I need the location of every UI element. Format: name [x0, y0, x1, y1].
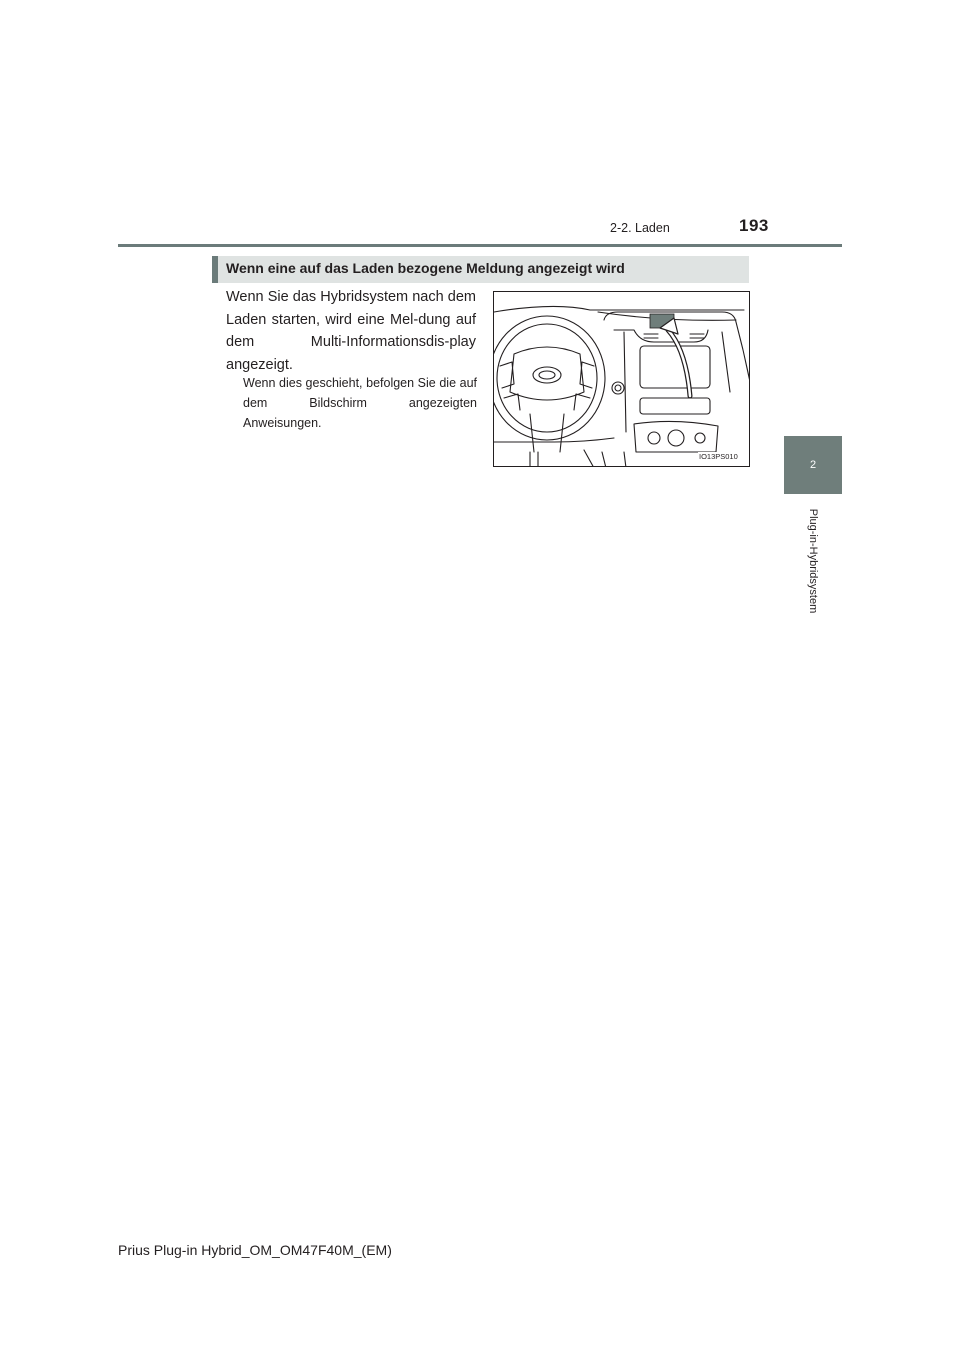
subheading-text: Wenn eine auf das Laden bezogene Meldung angezeigt wird	[226, 260, 625, 276]
section-label: 2-2. Laden	[610, 221, 670, 235]
footer-text: Prius Plug-in Hybrid_OM_OM47F40M_(EM)	[118, 1242, 392, 1258]
dashboard-illustration	[493, 291, 750, 467]
header-rule	[118, 244, 842, 247]
subheading-bar	[212, 256, 749, 283]
note-paragraph: Wenn dies geschieht, befolgen Sie die auf dem Bildschirm angezeigten Anweisungen.	[243, 376, 477, 430]
chapter-number: 2	[809, 459, 817, 471]
subheading-marker	[212, 256, 218, 283]
body-paragraph: Wenn Sie das Hybridsystem nach dem Laden starten, wird eine Mel-dung auf dem Multi-Informationsdis-play angezeigt.	[226, 289, 476, 373]
chapter-title: Plug-in-Hybridsystem	[807, 508, 819, 614]
chapter-tab	[784, 436, 842, 494]
figure-code: IO13PS010	[699, 452, 738, 461]
dashboard-drawing	[494, 292, 750, 467]
page-number: 193	[739, 216, 769, 235]
